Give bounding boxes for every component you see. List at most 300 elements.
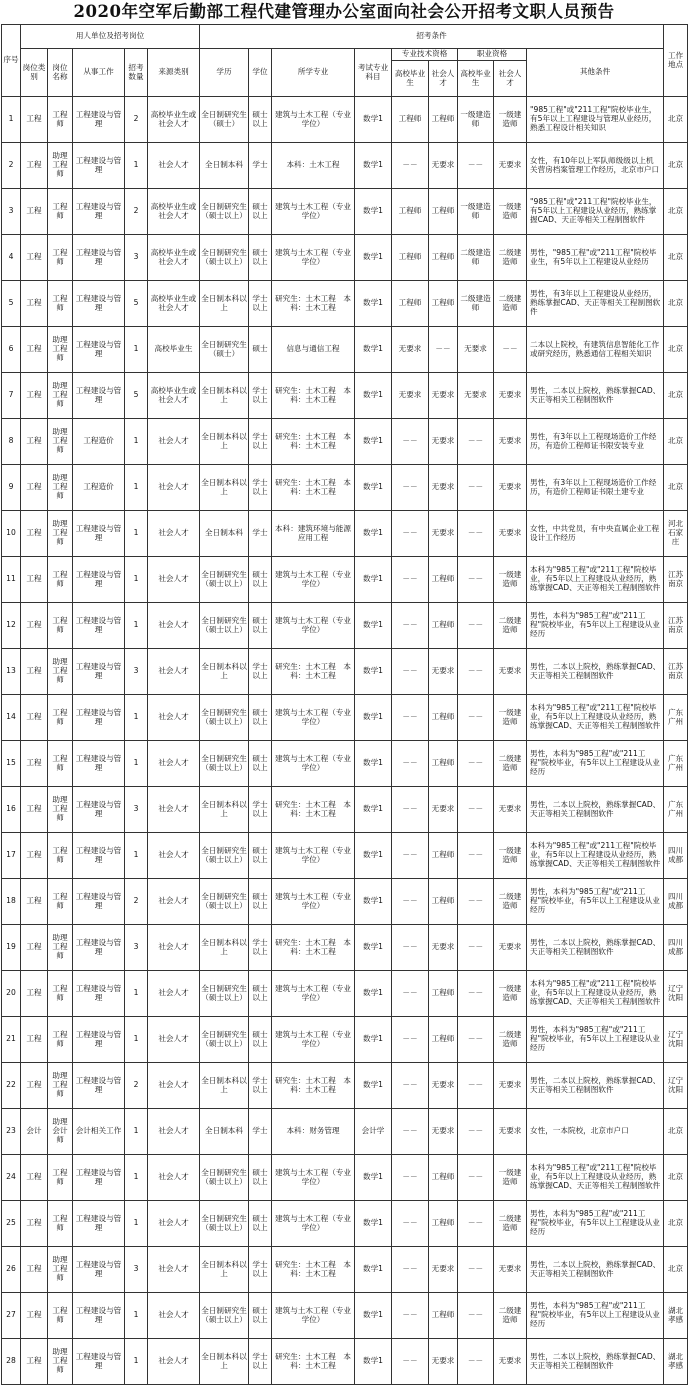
cell-location: 北京 [664, 1247, 688, 1293]
cell-work: 工程建设与管理 [73, 557, 125, 603]
cell-count: 2 [125, 97, 148, 143]
cell-tech-social: 无要求 [429, 1339, 458, 1385]
cell-source: 社会人才 [148, 419, 200, 465]
cell-pro-social: 二级建造师 [494, 741, 527, 787]
cell-post-name: 助理工程师 [48, 327, 73, 373]
header-education: 学历 [200, 49, 249, 97]
table-row [2, 1063, 688, 1109]
cell-work: 工程建设与管理 [73, 1201, 125, 1247]
cell-other: "985工程"或"211工程"院校毕业生，有5年以上工程建设从业经历，熟练掌握CAD、天正等相关工程制图软件 [527, 189, 664, 235]
cell-major: 研究生：土木工程 本科：土木工程 [272, 925, 355, 971]
cell-degree: 硕士以上 [249, 1017, 272, 1063]
cell-post-name: 助理工程师 [48, 465, 73, 511]
cell-exam: 数学1 [355, 787, 392, 833]
cell-post-type: 工程 [21, 1201, 48, 1247]
cell-education: 全日制本科以上 [200, 1247, 249, 1293]
cell-exam: 数学1 [355, 189, 392, 235]
cell-other: 男性，有3年以上工程现场造价工作经历，有造价工程师证书限土建专业 [527, 465, 664, 511]
cell-other: 女性，一本院校，北京市户口 [527, 1109, 664, 1155]
cell-work: 工程建设与管理 [73, 1063, 125, 1109]
cell-major: 建筑与土木工程（专业学位） [272, 1155, 355, 1201]
header-post-type: 岗位类别 [21, 49, 48, 97]
cell-pro-graduate: 二级建造师 [458, 281, 494, 327]
cell-education: 全日制本科以上 [200, 281, 249, 327]
cell-tech-graduate: －－ [392, 741, 429, 787]
cell-degree: 学士以上 [249, 419, 272, 465]
cell-post-name: 助理工程师 [48, 787, 73, 833]
cell-location: 辽宁沈阳 [664, 971, 688, 1017]
cell-tech-social: 工程师 [429, 1017, 458, 1063]
cell-major: 建筑与土木工程（专业学位） [272, 741, 355, 787]
cell-seq: 16 [2, 787, 21, 833]
cell-education: 全日制本科以上 [200, 787, 249, 833]
cell-post-type: 工程 [21, 465, 48, 511]
cell-education: 全日制本科以上 [200, 925, 249, 971]
cell-source: 社会人才 [148, 1017, 200, 1063]
cell-tech-social: 工程师 [429, 1201, 458, 1247]
cell-exam: 数学1 [355, 741, 392, 787]
cell-exam: 数学1 [355, 143, 392, 189]
cell-seq: 4 [2, 235, 21, 281]
cell-tech-social: 工程师 [429, 235, 458, 281]
cell-pro-graduate: －－ [458, 1109, 494, 1155]
cell-education: 全日制本科以上 [200, 419, 249, 465]
cell-count: 1 [125, 419, 148, 465]
cell-work: 工程建设与管理 [73, 373, 125, 419]
cell-pro-social: 一级建造师 [494, 833, 527, 879]
cell-exam: 数学1 [355, 1063, 392, 1109]
cell-count: 1 [125, 557, 148, 603]
cell-count: 1 [125, 833, 148, 879]
cell-exam: 数学1 [355, 1201, 392, 1247]
cell-work: 工程建设与管理 [73, 1017, 125, 1063]
cell-work: 工程建设与管理 [73, 879, 125, 925]
cell-pro-social: 二级建造师 [494, 1201, 527, 1247]
cell-tech-graduate: －－ [392, 465, 429, 511]
cell-exam: 数学1 [355, 373, 392, 419]
header-degree: 学位 [249, 49, 272, 97]
cell-post-type: 工程 [21, 603, 48, 649]
cell-pro-social: 无要求 [494, 1063, 527, 1109]
cell-major: 研究生：土木工程 本科：土木工程 [272, 1339, 355, 1385]
cell-pro-social: 无要求 [494, 925, 527, 971]
cell-source: 社会人才 [148, 649, 200, 695]
cell-exam: 数学1 [355, 1155, 392, 1201]
cell-post-name: 助理工程师 [48, 373, 73, 419]
cell-work: 工程建设与管理 [73, 787, 125, 833]
cell-count: 2 [125, 1063, 148, 1109]
cell-source: 高校毕业生 [148, 327, 200, 373]
cell-post-name: 助理工程师 [48, 1339, 73, 1385]
table-row [2, 971, 688, 1017]
header-work: 从事工作 [73, 49, 125, 97]
cell-work: 工程建设与管理 [73, 695, 125, 741]
table-row [2, 327, 688, 373]
cell-exam: 数学1 [355, 879, 392, 925]
cell-post-type: 工程 [21, 1339, 48, 1385]
recruitment-table [1, 24, 688, 1385]
cell-post-type: 工程 [21, 879, 48, 925]
cell-exam: 数学1 [355, 925, 392, 971]
cell-post-name: 助理工程师 [48, 925, 73, 971]
cell-exam: 数学1 [355, 603, 392, 649]
cell-pro-graduate: －－ [458, 143, 494, 189]
cell-tech-graduate: －－ [392, 879, 429, 925]
cell-source: 社会人才 [148, 971, 200, 1017]
cell-pro-social: 无要求 [494, 1109, 527, 1155]
cell-work: 工程建设与管理 [73, 511, 125, 557]
cell-tech-graduate: －－ [392, 1155, 429, 1201]
cell-seq: 25 [2, 1201, 21, 1247]
cell-degree: 学士以上 [249, 925, 272, 971]
header-exam: 考试专业科目 [355, 49, 392, 97]
cell-education: 全日制研究生（硕士以上） [200, 971, 249, 1017]
cell-post-name: 工程师 [48, 741, 73, 787]
cell-education: 全日制本科以上 [200, 1063, 249, 1109]
table-row [2, 143, 688, 189]
cell-pro-graduate: －－ [458, 511, 494, 557]
cell-location: 四川成都 [664, 925, 688, 971]
cell-other: 男性，二本以上院校，熟练掌握CAD、天正等相关工程制图软件 [527, 1339, 664, 1385]
cell-count: 3 [125, 1247, 148, 1293]
table-row [2, 511, 688, 557]
cell-tech-graduate: －－ [392, 557, 429, 603]
cell-location: 河北石家庄 [664, 511, 688, 557]
cell-pro-social: 无要求 [494, 649, 527, 695]
cell-pro-social: 二级建造师 [494, 879, 527, 925]
cell-post-type: 工程 [21, 649, 48, 695]
cell-pro-graduate: 一级建造师 [458, 189, 494, 235]
cell-post-type: 工程 [21, 143, 48, 189]
cell-tech-social: 无要求 [429, 373, 458, 419]
cell-post-type: 工程 [21, 1247, 48, 1293]
cell-other: 男性，二本以上院校，熟练掌握CAD、天正等相关工程制图软件 [527, 649, 664, 695]
cell-seq: 23 [2, 1109, 21, 1155]
cell-degree: 硕士以上 [249, 557, 272, 603]
cell-location: 湖北孝感 [664, 1339, 688, 1385]
cell-pro-social: 一级建造师 [494, 1155, 527, 1201]
cell-degree: 学士以上 [249, 649, 272, 695]
cell-location: 北京 [664, 327, 688, 373]
page-title: 2020年空军后勤部工程代建管理办公室面向社会公开招考文职人员预告 [73, 2, 615, 21]
cell-source: 社会人才 [148, 1247, 200, 1293]
cell-source: 社会人才 [148, 833, 200, 879]
cell-seq: 13 [2, 649, 21, 695]
cell-source: 社会人才 [148, 1109, 200, 1155]
cell-location: 北京 [664, 1201, 688, 1247]
cell-work: 工程建设与管理 [73, 327, 125, 373]
cell-count: 3 [125, 787, 148, 833]
cell-tech-graduate: －－ [392, 419, 429, 465]
cell-other: 男性，二本以上院校，熟练掌握CAD、天正等相关工程制图软件 [527, 373, 664, 419]
cell-seq: 22 [2, 1063, 21, 1109]
cell-tech-graduate: －－ [392, 1109, 429, 1155]
cell-education: 全日制本科以上 [200, 649, 249, 695]
cell-tech-graduate: 工程师 [392, 235, 429, 281]
cell-major: 建筑与土木工程（专业学位） [272, 557, 355, 603]
cell-degree: 硕士以上 [249, 695, 272, 741]
cell-seq: 27 [2, 1293, 21, 1339]
cell-tech-graduate: 工程师 [392, 97, 429, 143]
cell-seq: 24 [2, 1155, 21, 1201]
cell-source: 高校毕业生或社会人才 [148, 97, 200, 143]
cell-post-type: 工程 [21, 373, 48, 419]
cell-seq: 20 [2, 971, 21, 1017]
cell-post-name: 工程师 [48, 971, 73, 1017]
cell-post-type: 工程 [21, 925, 48, 971]
cell-tech-graduate: 无要求 [392, 327, 429, 373]
table-row [2, 787, 688, 833]
cell-pro-graduate: －－ [458, 925, 494, 971]
cell-count: 1 [125, 1109, 148, 1155]
cell-major: 研究生：土木工程 本科：土木工程 [272, 465, 355, 511]
cell-degree: 硕士 [249, 327, 272, 373]
cell-other: 男性，本科为"985工程"或"211工程"院校毕业，有5年以上工程建设从业经历 [527, 1201, 664, 1247]
cell-work: 工程建设与管理 [73, 649, 125, 695]
cell-tech-social: 工程师 [429, 695, 458, 741]
cell-tech-graduate: －－ [392, 511, 429, 557]
cell-major: 研究生：土木工程 本科：土木工程 [272, 1247, 355, 1293]
cell-tech-graduate: －－ [392, 695, 429, 741]
cell-post-type: 工程 [21, 235, 48, 281]
cell-pro-social: 一级建造师 [494, 189, 527, 235]
cell-education: 全日制研究生（硕士以上） [200, 235, 249, 281]
header-pro-graduate: 高校毕业生 [458, 61, 494, 97]
cell-other: 二本以上院校，有建筑信息智能化工作或研究经历，熟悉通信工程相关知识 [527, 327, 664, 373]
cell-degree: 硕士以上 [249, 1201, 272, 1247]
table-row [2, 695, 688, 741]
cell-degree: 硕士以上 [249, 1293, 272, 1339]
cell-pro-social: 二级建造师 [494, 281, 527, 327]
cell-other: 本科为"985工程"或"211工程"院校毕业，有5年以上工程建设从业经历，熟练掌握CAD、天正等相关工程制图软件 [527, 971, 664, 1017]
table-row [2, 1109, 688, 1155]
cell-seq: 7 [2, 373, 21, 419]
cell-work: 工程建设与管理 [73, 281, 125, 327]
cell-tech-social: 工程师 [429, 603, 458, 649]
cell-work: 工程建设与管理 [73, 833, 125, 879]
header-major: 所学专业 [272, 49, 355, 97]
table-row [2, 235, 688, 281]
cell-tech-social: －－ [429, 327, 458, 373]
cell-education: 全日制本科 [200, 511, 249, 557]
table-row [2, 649, 688, 695]
cell-work: 工程建设与管理 [73, 1247, 125, 1293]
header-pro-qualification: 职业资格 [458, 49, 527, 61]
cell-exam: 数学1 [355, 1017, 392, 1063]
cell-other: 男性，有3年以上工程建设从业经历，熟练掌握CAD、天正等相关工程制图软件 [527, 281, 664, 327]
cell-other: 男性，"985工程"或"211工程"院校毕业生，有5年以上工程建设从业经历 [527, 235, 664, 281]
cell-pro-graduate: －－ [458, 695, 494, 741]
cell-education: 全日制研究生（硕士以上） [200, 557, 249, 603]
cell-seq: 1 [2, 97, 21, 143]
cell-education: 全日制本科以上 [200, 465, 249, 511]
cell-pro-graduate: －－ [458, 1155, 494, 1201]
cell-other: 本科为"985工程"或"211工程"院校毕业，有5年以上工程建设从业经历，熟练掌握CAD、天正等相关工程制图软件 [527, 557, 664, 603]
cell-seq: 2 [2, 143, 21, 189]
cell-location: 北京 [664, 97, 688, 143]
cell-tech-social: 工程师 [429, 1293, 458, 1339]
table-row [2, 833, 688, 879]
cell-tech-social: 工程师 [429, 97, 458, 143]
cell-tech-social: 无要求 [429, 511, 458, 557]
cell-tech-graduate: －－ [392, 971, 429, 1017]
cell-education: 全日制研究生（硕士以上） [200, 695, 249, 741]
cell-seq: 10 [2, 511, 21, 557]
cell-location: 辽宁沈阳 [664, 1017, 688, 1063]
cell-pro-social: 二级建造师 [494, 603, 527, 649]
cell-count: 1 [125, 1201, 148, 1247]
cell-pro-graduate: －－ [458, 1293, 494, 1339]
cell-post-type: 工程 [21, 1063, 48, 1109]
header-count: 招考数量 [125, 49, 148, 97]
cell-major: 本科：建筑环境与能源应用工程 [272, 511, 355, 557]
cell-seq: 17 [2, 833, 21, 879]
cell-education: 全日制研究生（硕士） [200, 327, 249, 373]
cell-pro-social: 无要求 [494, 511, 527, 557]
cell-source: 社会人才 [148, 465, 200, 511]
cell-location: 北京 [664, 373, 688, 419]
cell-count: 3 [125, 235, 148, 281]
cell-post-name: 工程师 [48, 1201, 73, 1247]
cell-source: 社会人才 [148, 1063, 200, 1109]
cell-post-type: 会计 [21, 1109, 48, 1155]
cell-work: 工程建设与管理 [73, 741, 125, 787]
cell-degree: 硕士以上 [249, 971, 272, 1017]
cell-count: 3 [125, 649, 148, 695]
cell-exam: 数学1 [355, 97, 392, 143]
cell-seq: 3 [2, 189, 21, 235]
cell-pro-social: 二级建造师 [494, 235, 527, 281]
cell-other: 男性，二本以上院校，熟练掌握CAD、天正等相关工程制图软件 [527, 1063, 664, 1109]
cell-count: 3 [125, 925, 148, 971]
cell-pro-graduate: 无要求 [458, 373, 494, 419]
cell-pro-graduate: －－ [458, 1339, 494, 1385]
cell-post-name: 助理工程师 [48, 649, 73, 695]
cell-work: 工程建设与管理 [73, 189, 125, 235]
cell-major: 研究生：土木工程 本科：土木工程 [272, 649, 355, 695]
cell-count: 1 [125, 603, 148, 649]
cell-education: 全日制本科 [200, 1109, 249, 1155]
cell-tech-graduate: －－ [392, 603, 429, 649]
cell-exam: 数学1 [355, 695, 392, 741]
cell-tech-social: 工程师 [429, 741, 458, 787]
cell-education: 全日制本科以上 [200, 1339, 249, 1385]
cell-tech-graduate: 工程师 [392, 189, 429, 235]
cell-post-name: 助理工程师 [48, 419, 73, 465]
cell-work: 工程建设与管理 [73, 971, 125, 1017]
header-conditions-group: 招考条件 [200, 25, 664, 49]
cell-degree: 硕士以上 [249, 879, 272, 925]
cell-post-name: 工程师 [48, 97, 73, 143]
cell-post-type: 工程 [21, 1293, 48, 1339]
cell-exam: 数学1 [355, 971, 392, 1017]
table-row [2, 741, 688, 787]
cell-other: 男性，本科为"985工程"或"211工程"院校毕业，有5年以上工程建设从业经历 [527, 1293, 664, 1339]
cell-count: 2 [125, 189, 148, 235]
cell-degree: 硕士以上 [249, 833, 272, 879]
header-pro-social: 社会人才 [494, 61, 527, 97]
cell-education: 全日制研究生（硕士以上） [200, 833, 249, 879]
cell-count: 1 [125, 511, 148, 557]
cell-work: 工程建设与管理 [73, 143, 125, 189]
cell-post-name: 助理工程师 [48, 143, 73, 189]
cell-tech-social: 无要求 [429, 1063, 458, 1109]
cell-post-type: 工程 [21, 971, 48, 1017]
cell-pro-graduate: －－ [458, 1017, 494, 1063]
cell-count: 5 [125, 373, 148, 419]
cell-seq: 19 [2, 925, 21, 971]
table-row [2, 1155, 688, 1201]
cell-location: 湖北孝感 [664, 1293, 688, 1339]
cell-seq: 6 [2, 327, 21, 373]
cell-other: 本科为"985工程"或"211工程"院校毕业，有5年以上工程建设从业经历，熟练掌握CAD、天正等相关工程制图软件 [527, 833, 664, 879]
cell-other: 男性，本科为"985工程"或"211工程"院校毕业，有5年以上工程建设从业经历 [527, 879, 664, 925]
cell-count: 1 [125, 971, 148, 1017]
cell-pro-social: 一级建造师 [494, 971, 527, 1017]
cell-exam: 数学1 [355, 281, 392, 327]
cell-source: 社会人才 [148, 603, 200, 649]
cell-exam: 数学1 [355, 1293, 392, 1339]
cell-pro-social: 一级建造师 [494, 97, 527, 143]
cell-location: 江苏南京 [664, 557, 688, 603]
header-tech-qualification: 专业技术资格 [392, 49, 458, 61]
cell-post-name: 工程师 [48, 1017, 73, 1063]
cell-post-type: 工程 [21, 281, 48, 327]
cell-education: 全日制研究生（硕士） [200, 97, 249, 143]
header-seq: 序号 [2, 25, 21, 97]
cell-post-name: 工程师 [48, 1155, 73, 1201]
cell-tech-graduate: 工程师 [392, 281, 429, 327]
table-row [2, 925, 688, 971]
cell-seq: 26 [2, 1247, 21, 1293]
cell-post-type: 工程 [21, 557, 48, 603]
cell-other: "985工程"或"211工程"院校毕业生，有5年以上工程建设与管理从业经历，熟悉工程设计相关知识 [527, 97, 664, 143]
cell-location: 北京 [664, 281, 688, 327]
cell-count: 1 [125, 327, 148, 373]
cell-degree: 硕士以上 [249, 741, 272, 787]
header-other: 其他条件 [527, 49, 664, 97]
cell-work: 工程建设与管理 [73, 1293, 125, 1339]
cell-location: 广东广州 [664, 695, 688, 741]
cell-major: 信息与通信工程 [272, 327, 355, 373]
table-row [2, 465, 688, 511]
cell-seq: 14 [2, 695, 21, 741]
cell-major: 本科：财务管理 [272, 1109, 355, 1155]
cell-pro-graduate: －－ [458, 833, 494, 879]
cell-work: 工程建设与管理 [73, 1339, 125, 1385]
cell-source: 社会人才 [148, 557, 200, 603]
cell-post-type: 工程 [21, 741, 48, 787]
cell-degree: 硕士以上 [249, 189, 272, 235]
cell-source: 高校毕业生或社会人才 [148, 281, 200, 327]
cell-post-name: 工程师 [48, 235, 73, 281]
cell-post-type: 工程 [21, 97, 48, 143]
table-row [2, 1293, 688, 1339]
cell-count: 1 [125, 465, 148, 511]
cell-seq: 9 [2, 465, 21, 511]
cell-tech-social: 工程师 [429, 557, 458, 603]
cell-count: 1 [125, 1017, 148, 1063]
cell-degree: 硕士以上 [249, 235, 272, 281]
cell-degree: 学士 [249, 511, 272, 557]
cell-source: 高校毕业生或社会人才 [148, 373, 200, 419]
cell-tech-graduate: －－ [392, 833, 429, 879]
cell-degree: 学士以上 [249, 1339, 272, 1385]
cell-exam: 数学1 [355, 511, 392, 557]
cell-other: 男性，本科为"985工程"或"211工程"院校毕业，有5年以上工程建设从业经历 [527, 603, 664, 649]
cell-post-name: 工程师 [48, 879, 73, 925]
cell-post-type: 工程 [21, 419, 48, 465]
